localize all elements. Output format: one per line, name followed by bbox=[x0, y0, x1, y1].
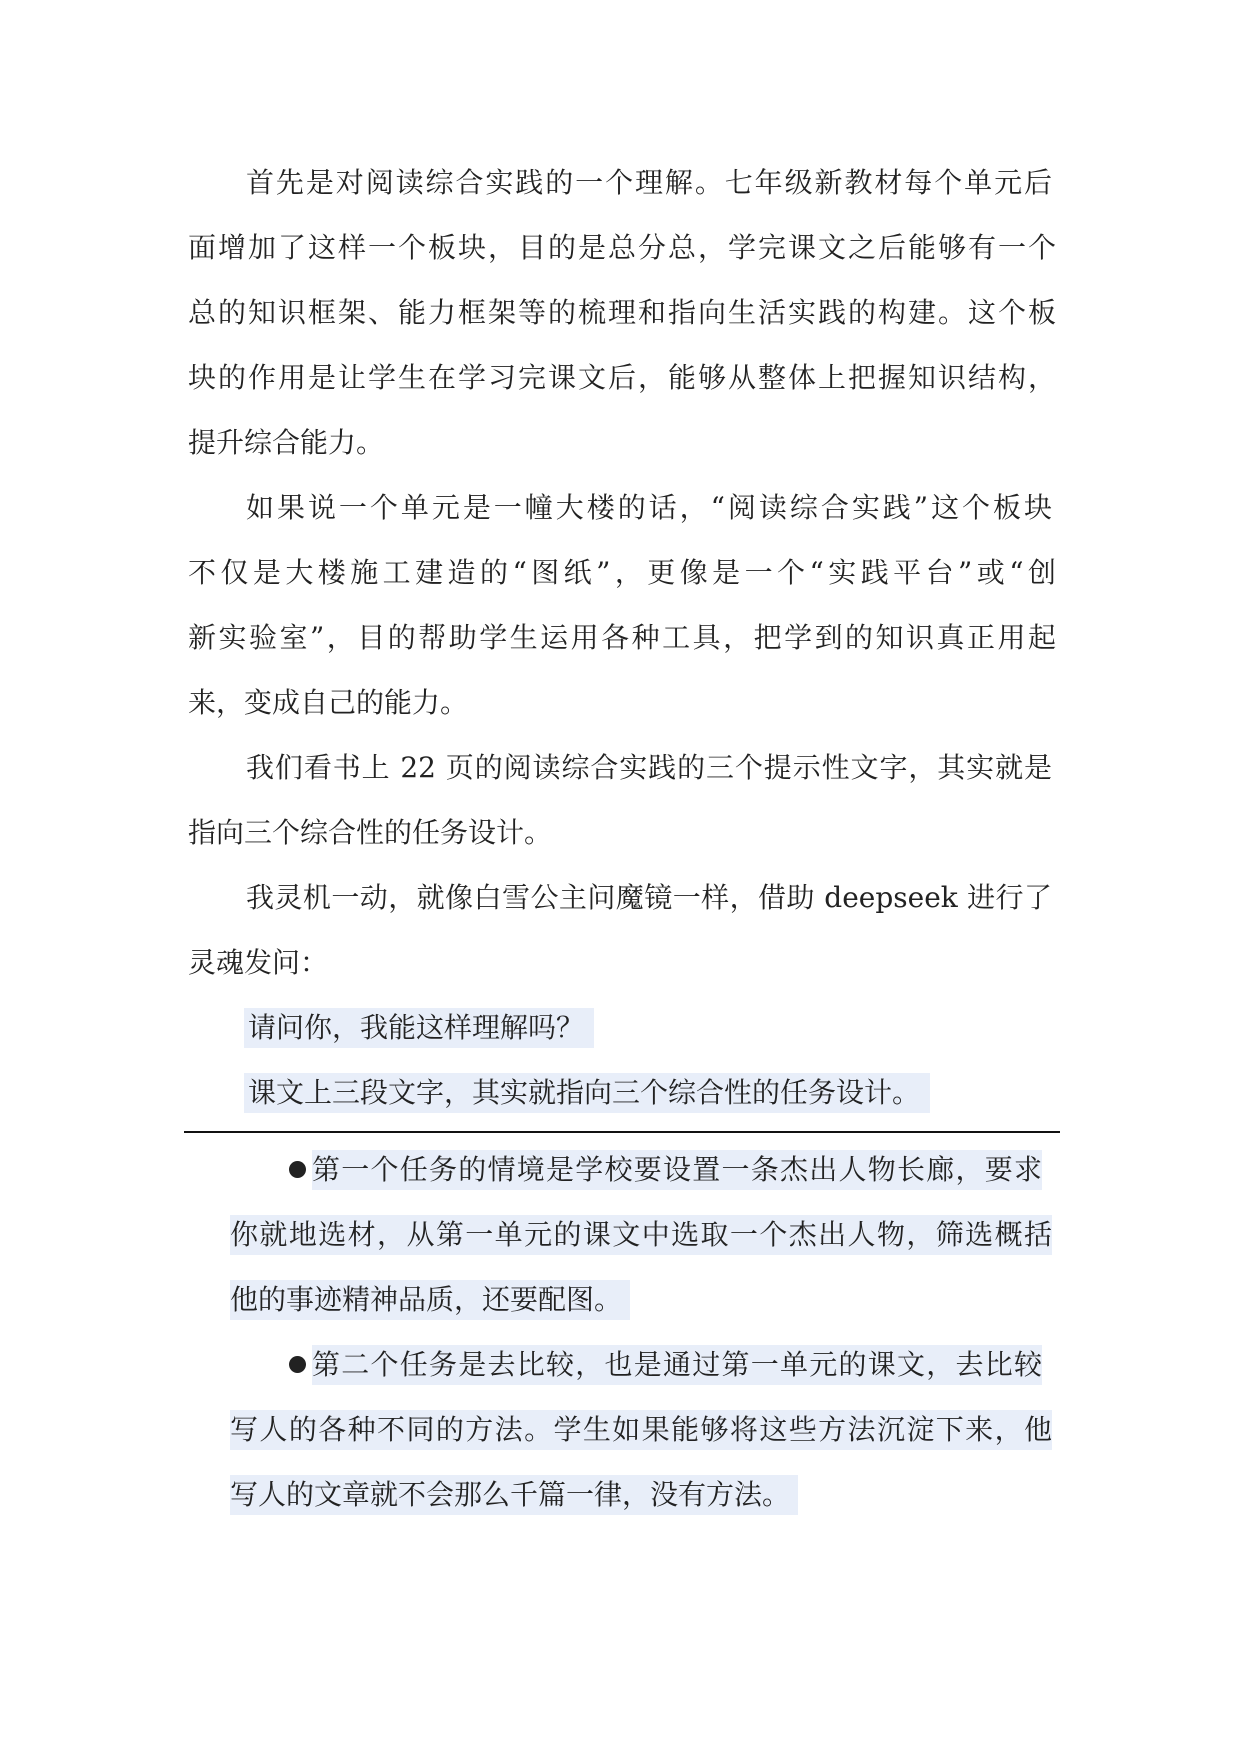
bullet-1-line-1 bbox=[289, 1150, 1052, 1190]
paragraph-2-line-3: 新实验室”，目的帮助学生运用各种工具，把学到的知识真正用起 bbox=[188, 621, 1056, 654]
paragraph-1-line-3: 总的知识框架、能力框架等的梳理和指向生活实践的构建。这个板 bbox=[188, 296, 1056, 329]
highlighted-question-line-2: 课文上三段文字，其实就指向三个综合性的任务设计。 bbox=[244, 1073, 930, 1113]
paragraph-2-line-4: 来，变成自己的能力。 bbox=[188, 686, 469, 719]
paragraph-4-line-2: 灵魂发问： bbox=[188, 946, 329, 979]
bullet-1-text: 第一个任务的情境是学校要设置一条杰出人物长廊，要求 bbox=[312, 1150, 1042, 1190]
paragraph-4-line-1: 我灵机一动，就像白雪公主问魔镜一样，借助 deepseek 进行了 bbox=[246, 881, 1052, 914]
paragraph-3-line-1: 我们看书上 22 页的阅读综合实践的三个提示性文字，其实就是 bbox=[246, 751, 1052, 784]
paragraph-2-line-1: 如果说一个单元是一幢大楼的话，“阅读综合实践”这个板块 bbox=[246, 491, 1052, 524]
paragraph-1-line-1: 首先是对阅读综合实践的一个理解。七年级新教材每个单元后 bbox=[246, 166, 1052, 199]
bullet-1-line-2: 你就地选材，从第一单元的课文中选取一个杰出人物，筛选概括 bbox=[230, 1215, 1052, 1255]
paragraph-2-line-2: 不仅是大楼施工建造的“图纸”，更像是一个“实践平台”或“创 bbox=[188, 556, 1056, 589]
bullet-dot-icon bbox=[289, 1161, 306, 1178]
horizontal-divider bbox=[184, 1131, 1060, 1133]
paragraph-1-line-5: 提升综合能力。 bbox=[188, 426, 385, 459]
paragraph-1-line-4: 块的作用是让学生在学习完课文后，能够从整体上把握知识结构， bbox=[188, 361, 1056, 394]
bullet-2-line-2: 写人的各种不同的方法。学生如果能够将这些方法沉淀下来，他 bbox=[230, 1410, 1052, 1450]
bullet-2-text: 第二个任务是去比较，也是通过第一单元的课文，去比较 bbox=[312, 1345, 1042, 1385]
bullet-1-line-3: 他的事迹精神品质，还要配图。 bbox=[230, 1280, 630, 1320]
bullet-dot-icon bbox=[289, 1356, 306, 1373]
highlighted-question-line-1: 请问你，我能这样理解吗？ bbox=[244, 1008, 594, 1048]
paragraph-1-line-2: 面增加了这样一个板块，目的是总分总，学完课文之后能够有一个 bbox=[188, 231, 1056, 264]
bullet-2-line-1 bbox=[289, 1345, 1052, 1385]
paragraph-3-line-2: 指向三个综合性的任务设计。 bbox=[188, 816, 553, 849]
bullet-2-line-3: 写人的文章就不会那么千篇一律，没有方法。 bbox=[230, 1475, 798, 1515]
